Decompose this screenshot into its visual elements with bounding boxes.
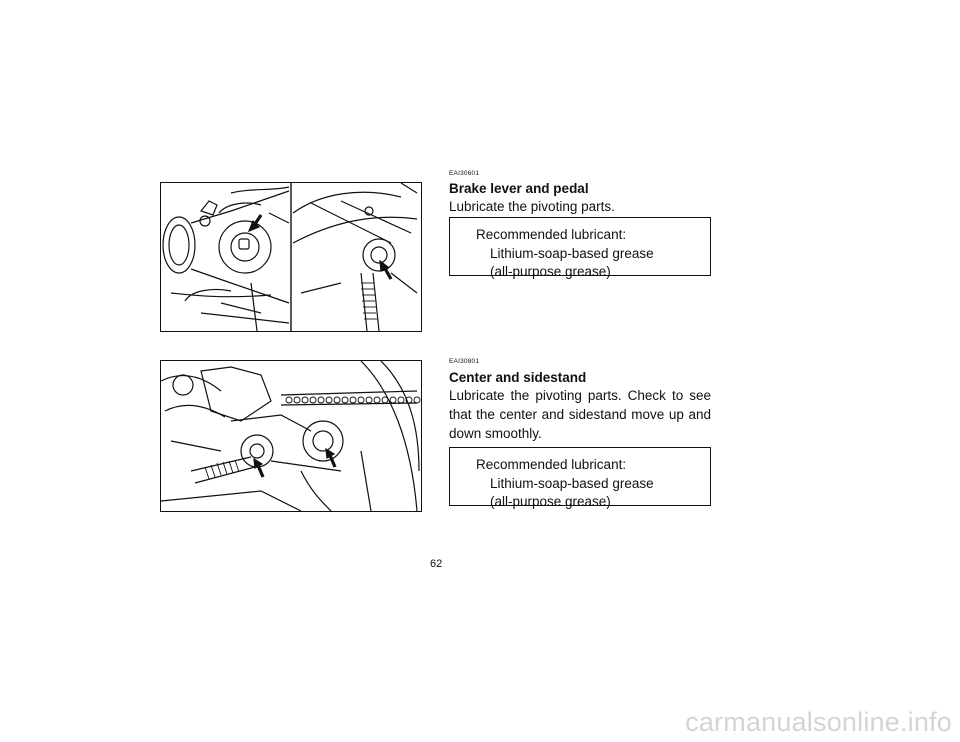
brake-lever-pedal-drawing: [161, 183, 421, 331]
section2-lubricant-line2: (all-purpose grease): [490, 494, 611, 509]
section2-text: Lubricate the pivoting parts. Check to see that the center and sidestand move up and down smoothly.: [449, 388, 711, 441]
center-sidestand-illustration: [160, 360, 422, 512]
section2-title: Center and sidestand: [449, 370, 587, 385]
section1-title: Brake lever and pedal: [449, 181, 589, 196]
watermark: carmanualsonline.info: [685, 707, 952, 737]
section1-lubricant-line1: Lithium-soap-based grease: [490, 245, 654, 261]
section2-lubricant-label: Recommended lubricant:: [476, 457, 627, 472]
section1-lubricant-box: [449, 217, 711, 279]
section2-code: EAI30801: [449, 358, 480, 365]
section1-text: Lubricate the pivoting parts.: [449, 199, 615, 214]
brake-lever-pedal-illustration: [160, 182, 422, 332]
page-number: 62: [430, 558, 443, 570]
center-sidestand-drawing: [161, 361, 421, 511]
section1-lubricant-line2: (all-purpose grease): [490, 264, 611, 279]
section2-lubricant-box: [449, 447, 711, 509]
section1-lubricant-label: Recommended lubricant:: [476, 227, 627, 242]
section1-code: EAI30601: [449, 170, 480, 177]
section2-lubricant-line1: Lithium-soap-based grease: [490, 475, 654, 491]
